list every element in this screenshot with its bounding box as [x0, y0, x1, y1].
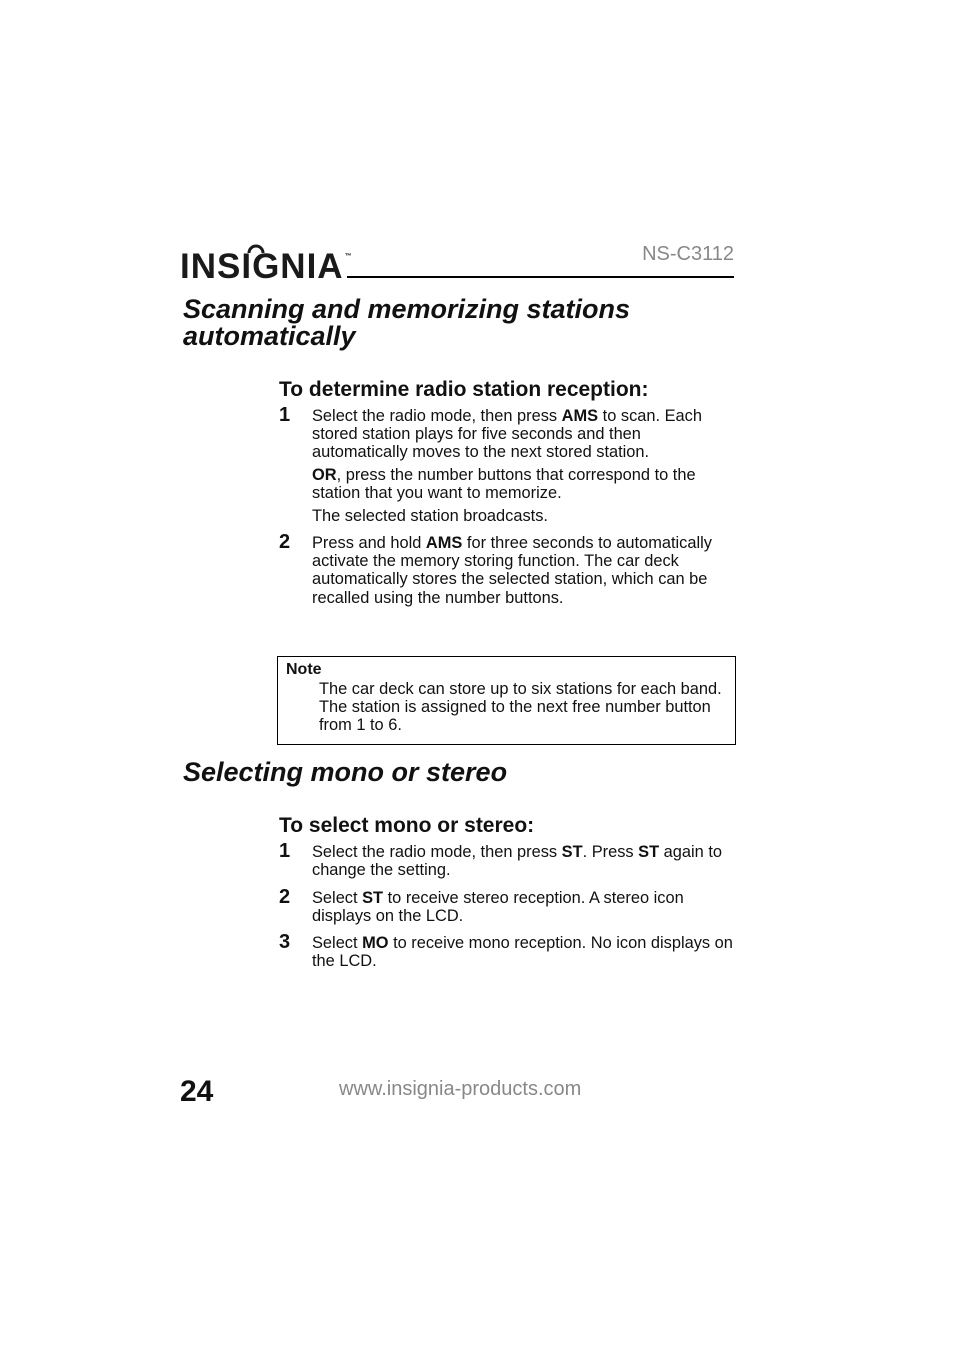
- insignia-logo: [180, 240, 353, 284]
- note-text: The car deck can store up to six stations for each band. The station is assigned to the next free number button from 1 to 6.: [319, 680, 722, 735]
- step-number: 1: [279, 404, 291, 426]
- page-number: 24: [180, 1075, 214, 1108]
- step-number: 1: [279, 840, 291, 862]
- step-number: 2: [279, 886, 291, 908]
- website-url: www.insignia-products.com: [339, 1078, 582, 1100]
- model-number: NS-C3112: [642, 243, 734, 265]
- logo-arc-icon: [247, 244, 265, 254]
- step-text: Select the radio mode, then press AMS to scan. Each stored station plays for five seconds and then automatically moves to the next stored station.: [312, 407, 702, 462]
- step-number: 3: [279, 931, 291, 953]
- step-text: Press and hold AMS for three seconds to automatically activate the memory storing function. The car deck automatically stores the selected station, which can be recalled using the number buttons.: [312, 534, 712, 607]
- step-text-alternative: OR, press the number buttons that correspond to the station that you want to memorize.: [312, 466, 696, 503]
- subheading-reception: To determine radio station reception:: [279, 378, 649, 401]
- step-text: Select the radio mode, then press ST. Press ST again to change the setting.: [312, 843, 723, 880]
- step-number: 2: [279, 531, 291, 553]
- note-label: Note: [286, 661, 322, 678]
- logo-trademark: ™: [344, 253, 353, 260]
- step-text: Select ST to receive stereo reception. A stereo icon displays on the LCD.: [312, 889, 684, 926]
- section-title-mono-stereo: Selecting mono or stereo: [183, 757, 508, 787]
- step-text: Select MO to receive mono reception. No icon displays on the LCD.: [312, 934, 733, 971]
- header-divider: [347, 276, 734, 278]
- logo-wordmark: INSIGNIA: [180, 247, 344, 286]
- subheading-mono-stereo: To select mono or stereo:: [279, 814, 535, 837]
- step-result-text: The selected station broadcasts.: [312, 507, 548, 525]
- section-title-scanning: Scanning and memorizing stations automatically: [183, 294, 631, 351]
